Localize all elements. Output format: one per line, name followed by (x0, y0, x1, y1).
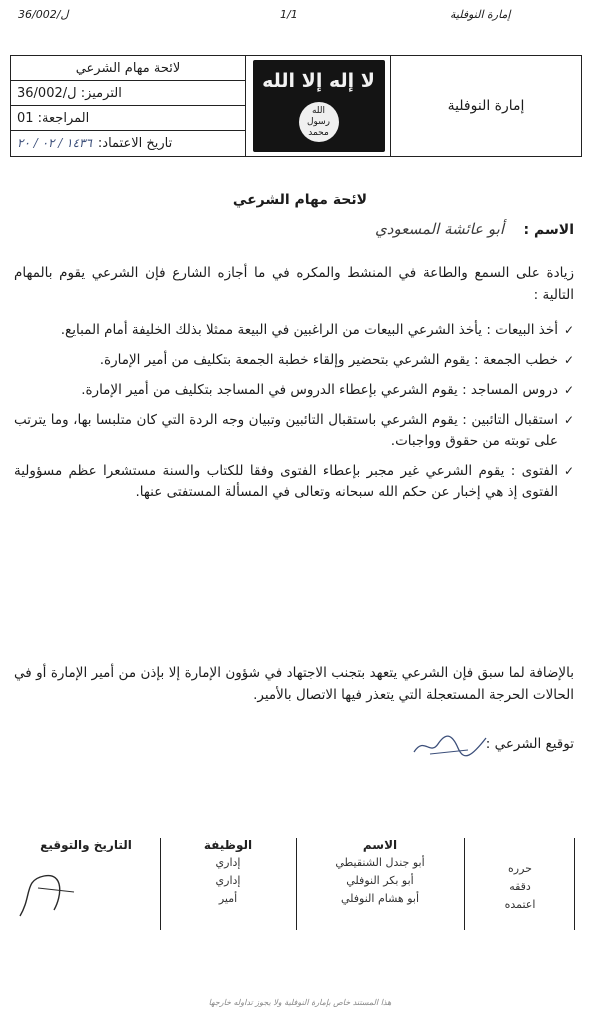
approval-date-label: تاريخ الاعتماد: (97, 135, 173, 151)
black-flag-logo (253, 60, 385, 152)
table-divider (160, 838, 161, 930)
jobs-header: الوظيفة (203, 838, 253, 852)
name-cell: أبو هشام النوفلي (340, 892, 420, 905)
names-header: الاسم (362, 838, 398, 852)
check-icon: ✓ (563, 464, 574, 478)
document-meta-cell (11, 56, 245, 156)
footer-note: هذا المستند خاص بإمارة النوفلية ولا يجوز تداوله خارجها (208, 998, 392, 1007)
check-icon: ✓ (563, 323, 574, 337)
approval-signature-scribble (14, 866, 84, 924)
closing-paragraph: بالإضافة لما سبق فإن الشرعي يتعهد بتجنب الاجتهاد في شؤون الإمارة إلا بإذن من أمير الإمارة أو في الحالات الحرجة المستعجلة التي يتعذر فيها الاتصال بالأمير. (14, 665, 574, 703)
document-title: لائحة مهام الشرعي (232, 192, 368, 208)
table-divider (464, 838, 465, 930)
task-text: أخذ البيعات : يأخذ الشرعي البيعات من الراغبين في البيعة ممثلا بذلك الخليفة أمام المبايع. (60, 322, 558, 338)
job-cell: إداري (215, 856, 241, 869)
seal-line-mid: رسول (306, 116, 331, 127)
task-item (14, 461, 574, 503)
document-header-table (10, 55, 582, 157)
name-cell: أبو بكر النوفلي (346, 874, 414, 887)
meta-code (11, 81, 245, 106)
date-signature-column (16, 838, 156, 856)
meta-title (11, 56, 245, 81)
names-column (300, 838, 460, 910)
check-icon: ✓ (563, 353, 574, 367)
meta-code-text: الترميز: ل/36/002 (17, 85, 122, 101)
task-text: خطب الجمعة : يقوم الشرعي بتحضير وإلقاء خطبة الجمعة بتكليف من أمير الإمارة. (99, 352, 558, 368)
signature-scribble (410, 730, 490, 760)
flag-seal (299, 102, 339, 142)
seal-line-bottom: محمد (308, 127, 329, 138)
meta-revision (11, 106, 245, 131)
name-label: الاسم : (523, 222, 574, 238)
header-page-number: 1/1 (280, 8, 298, 21)
role-cell: اعتمده (504, 898, 536, 911)
job-cell: أمير (218, 892, 238, 905)
name-cell: أبو جندل الشنقيطي (335, 856, 425, 869)
role-cell: دققه (509, 880, 531, 893)
header-org-name: إمارة النوفلية (450, 8, 511, 21)
jobs-column (164, 838, 292, 910)
header-ref-code: 36/002/ل (18, 8, 69, 21)
check-icon: ✓ (563, 383, 574, 397)
task-item (14, 380, 574, 401)
org-name: إمارة النوفلية (447, 98, 525, 114)
check-icon: ✓ (563, 413, 574, 427)
meta-revision-text: المراجعة: 01 (17, 110, 90, 126)
approval-table (10, 838, 576, 930)
seal-line-top: الله (311, 105, 326, 116)
org-name-cell (390, 56, 581, 156)
task-text: دروس المساجد : يقوم الشرعي بإعطاء الدروس في المساجد بتكليف من أمير الإمارة. (81, 382, 558, 398)
task-item (14, 350, 574, 371)
meta-title-text: لائحة مهام الشرعي (75, 60, 181, 76)
table-divider (574, 838, 575, 930)
meta-approval-date (11, 131, 245, 155)
task-item (14, 320, 574, 341)
job-cell: إداري (215, 874, 241, 887)
intro-paragraph: زيادة على السمع والطاعة في المنشط والمكره في ما أجازه الشارع فإن الشرعي يقوم بالمهام التالية : (14, 265, 574, 303)
task-item (14, 410, 574, 452)
name-value-handwritten: أبو عائشة المسعودي (375, 220, 504, 238)
task-text: الفتوى : يقوم الشرعي غير مجبر بإعطاء الفتوى وفقا للكتاب والسنة مستشعرا عظم مسؤولية الفتوى إذ هي إخبار عن حكم الله سبحانه وتعالى في المسألة المستفتى عنها. (14, 463, 558, 500)
signature-label: توقيع الشرعي : (485, 736, 574, 752)
logo-cell (245, 56, 391, 156)
role-cell: حرره (508, 862, 532, 875)
tasks-list (14, 320, 574, 512)
flag-shahada: لا إله إلا الله (262, 70, 375, 92)
task-text: استقبال التائبين : يقوم الشرعي باستقبال التائبين وتبيان وجه الردة التي كان متلبسا بها، وما يترتب على توبته من حقوق وواجبات. (14, 412, 558, 449)
roles-column (468, 862, 572, 916)
approval-date-value: ١٤٣٦ / ٠٢ / ٢٠ (17, 136, 92, 150)
table-divider (296, 838, 297, 930)
date-signature-header: التاريخ والتوقيع (40, 838, 132, 852)
